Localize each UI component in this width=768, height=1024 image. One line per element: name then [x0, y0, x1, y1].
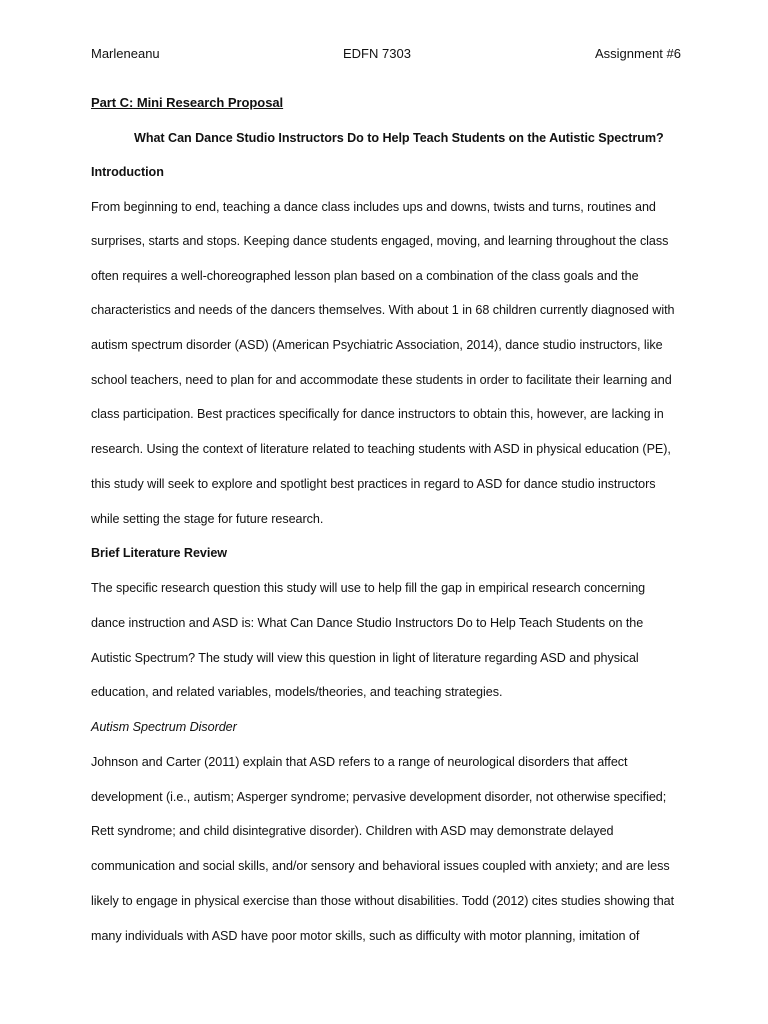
- body-line: The specific research question this study will use to help fill the gap in empirical research concerning: [91, 581, 646, 595]
- body-line: research. Using the context of literature related to teaching students with ASD in physical education (PE),: [91, 442, 671, 456]
- header-author: Marleneanu: [91, 46, 160, 61]
- body-line: Rett syndrome; and child disintegrative disorder). Children with ASD may demonstrate delayed: [91, 824, 614, 838]
- body-line: likely to engage in physical exercise than those without disabilities. Todd (2012) cites studies showing that: [91, 894, 675, 908]
- body-line: dance instruction and ASD is: What Can Dance Studio Instructors Do to Help Teach Students on the: [91, 616, 644, 630]
- body-line: From beginning to end, teaching a dance class includes ups and downs, twists and turns, routines and: [91, 200, 656, 214]
- body-line: surprises, starts and stops. Keeping dance students engaged, moving, and learning throughout the class: [91, 234, 669, 248]
- body-line: often requires a well-choreographed lesson plan based on a combination of the class goals and the: [91, 269, 639, 283]
- introduction-heading: Introduction: [91, 165, 164, 179]
- body-line: this study will seek to explore and spotlight best practices in regard to ASD for dance studio instructors: [91, 477, 656, 491]
- body-line: autism spectrum disorder (ASD) (American Psychiatric Association, 2014), dance studio instructors, like: [91, 338, 663, 352]
- body-line: Johnson and Carter (2011) explain that ASD refers to a range of neurological disorders that affect: [91, 755, 628, 769]
- lit-review-heading: Brief Literature Review: [91, 546, 228, 560]
- body-line: development (i.e., autism; Asperger syndrome; pervasive development disorder, not otherwise specified;: [91, 790, 667, 804]
- paper-title: What Can Dance Studio Instructors Do to Help Teach Students on the Autistic Spectrum?: [134, 131, 664, 145]
- header-assignment: Assignment #6: [595, 46, 681, 61]
- body-line: education, and related variables, models/theories, and teaching strategies.: [91, 685, 503, 699]
- body-line: communication and social skills, and/or sensory and behavioral issues coupled with anxiety; and are less: [91, 859, 670, 873]
- body-line: class participation. Best practices specifically for dance instructors to obtain this, however, are lacking in: [91, 407, 664, 421]
- body-line: characteristics and needs of the dancers themselves. With about 1 in 68 children currently diagnosed with: [91, 303, 675, 317]
- body-line: while setting the stage for future research.: [91, 512, 324, 526]
- body-line: many individuals with ASD have poor motor skills, such as difficulty with motor planning, imitation of: [91, 929, 640, 943]
- header-course: EDFN 7303: [343, 46, 411, 61]
- body-line: Autistic Spectrum? The study will view this question in light of literature regarding ASD and physical: [91, 651, 639, 665]
- asd-subheading: Autism Spectrum Disorder: [91, 720, 237, 734]
- body-line: school teachers, need to plan for and accommodate these students in order to facilitate their learning and: [91, 373, 672, 387]
- part-title: Part C: Mini Research Proposal: [91, 95, 284, 110]
